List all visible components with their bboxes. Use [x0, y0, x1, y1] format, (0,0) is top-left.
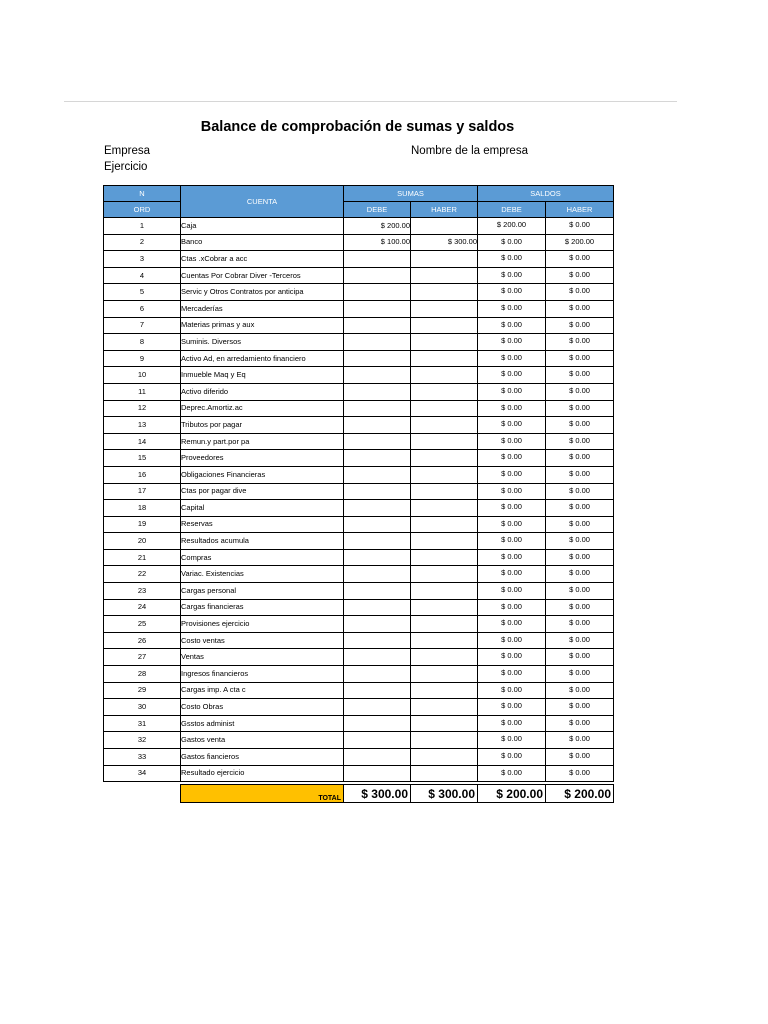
page-title: Balance de comprobación de sumas y saldos	[200, 119, 515, 135]
header-saldos-debe: DEBE	[478, 202, 546, 218]
row-sumas-haber	[411, 450, 478, 467]
row-sumas-debe	[344, 599, 411, 616]
row-ord: 20	[104, 533, 181, 550]
row-sumas-debe	[344, 334, 411, 351]
row-ord: 3	[104, 251, 181, 268]
row-sumas-debe: $ 100.00	[344, 234, 411, 251]
table-row	[104, 765, 614, 782]
table-row	[104, 367, 614, 384]
header-saldos: SALDOS	[478, 186, 614, 202]
row-ord: 5	[104, 284, 181, 301]
row-saldos-haber: $ 0.00	[546, 566, 614, 583]
row-saldos-debe: $ 0.00	[478, 483, 546, 500]
row-sumas-haber	[411, 367, 478, 384]
row-ord: 28	[104, 666, 181, 683]
row-ord: 23	[104, 583, 181, 600]
row-cuenta: Activo diferido	[181, 383, 344, 400]
row-sumas-debe	[344, 300, 411, 317]
row-saldos-haber: $ 0.00	[546, 616, 614, 633]
row-saldos-haber: $ 0.00	[546, 267, 614, 284]
row-saldos-haber: $ 0.00	[546, 500, 614, 517]
row-saldos-debe: $ 0.00	[478, 334, 546, 351]
row-saldos-debe: $ 0.00	[478, 383, 546, 400]
row-sumas-debe	[344, 699, 411, 716]
row-sumas-haber	[411, 649, 478, 666]
row-saldos-haber: $ 0.00	[546, 599, 614, 616]
table-row	[104, 218, 614, 235]
row-cuenta: Banco	[181, 234, 344, 251]
row-saldos-debe: $ 0.00	[478, 234, 546, 251]
row-ord: 14	[104, 433, 181, 450]
row-sumas-debe	[344, 383, 411, 400]
table-row	[104, 549, 614, 566]
row-cuenta: Costo ventas	[181, 632, 344, 649]
row-ord: 4	[104, 267, 181, 284]
row-saldos-haber: $ 0.00	[546, 300, 614, 317]
row-saldos-debe: $ 0.00	[478, 649, 546, 666]
row-sumas-haber	[411, 251, 478, 268]
row-ord: 15	[104, 450, 181, 467]
row-sumas-haber	[411, 616, 478, 633]
table-row	[104, 566, 614, 583]
row-sumas-debe	[344, 500, 411, 517]
table-row	[104, 483, 614, 500]
row-ord: 22	[104, 566, 181, 583]
row-cuenta: Obligaciones Financieras	[181, 466, 344, 483]
row-cuenta: Tributos por pagar	[181, 417, 344, 434]
totals-row	[181, 785, 614, 803]
row-cuenta: Activo Ad, en arredamiento financiero	[181, 350, 344, 367]
row-ord: 18	[104, 500, 181, 517]
row-saldos-debe: $ 0.00	[478, 616, 546, 633]
row-saldos-debe: $ 0.00	[478, 500, 546, 517]
table-row	[104, 334, 614, 351]
row-saldos-haber: $ 0.00	[546, 251, 614, 268]
row-sumas-haber	[411, 350, 478, 367]
row-sumas-debe	[344, 649, 411, 666]
table-row	[104, 516, 614, 533]
row-sumas-debe	[344, 749, 411, 766]
row-saldos-debe: $ 0.00	[478, 300, 546, 317]
row-sumas-haber	[411, 765, 478, 782]
row-sumas-haber	[411, 516, 478, 533]
table-row	[104, 400, 614, 417]
row-sumas-debe	[344, 433, 411, 450]
table-row	[104, 632, 614, 649]
header-sumas-haber: HABER	[411, 202, 478, 218]
row-sumas-haber	[411, 400, 478, 417]
row-saldos-debe: $ 0.00	[478, 284, 546, 301]
header-sumas: SUMAS	[344, 186, 478, 202]
table-row	[104, 732, 614, 749]
row-sumas-haber	[411, 433, 478, 450]
row-ord: 24	[104, 599, 181, 616]
row-sumas-debe	[344, 715, 411, 732]
header-sumas-debe: DEBE	[344, 202, 411, 218]
row-sumas-haber	[411, 334, 478, 351]
table-row	[104, 699, 614, 716]
row-sumas-haber	[411, 715, 478, 732]
table-row	[104, 251, 614, 268]
row-saldos-haber: $ 0.00	[546, 516, 614, 533]
row-ord: 32	[104, 732, 181, 749]
row-saldos-debe: $ 0.00	[478, 516, 546, 533]
row-sumas-haber	[411, 666, 478, 683]
row-sumas-debe	[344, 400, 411, 417]
row-sumas-debe	[344, 417, 411, 434]
row-sumas-haber	[411, 383, 478, 400]
total-saldos-haber: $ 200.00	[546, 785, 614, 803]
row-ord: 8	[104, 334, 181, 351]
row-cuenta: Proveedores	[181, 450, 344, 467]
row-sumas-haber	[411, 599, 478, 616]
row-ord: 17	[104, 483, 181, 500]
row-saldos-haber: $ 0.00	[546, 417, 614, 434]
row-cuenta: Inmueble Maq y Eq	[181, 367, 344, 384]
row-sumas-haber	[411, 749, 478, 766]
table-row	[104, 300, 614, 317]
row-cuenta: Servic y Otros Contratos por anticipa	[181, 284, 344, 301]
row-ord: 21	[104, 549, 181, 566]
table-row	[104, 649, 614, 666]
table-row	[104, 500, 614, 517]
row-saldos-haber: $ 0.00	[546, 466, 614, 483]
row-saldos-debe: $ 0.00	[478, 433, 546, 450]
row-sumas-haber	[411, 317, 478, 334]
row-cuenta: Gastos fiancieros	[181, 749, 344, 766]
row-saldos-haber: $ 0.00	[546, 732, 614, 749]
row-ord: 6	[104, 300, 181, 317]
row-cuenta: Gastos venta	[181, 732, 344, 749]
row-saldos-haber: $ 0.00	[546, 583, 614, 600]
row-ord: 27	[104, 649, 181, 666]
row-sumas-debe	[344, 350, 411, 367]
row-sumas-haber	[411, 267, 478, 284]
row-saldos-haber: $ 0.00	[546, 715, 614, 732]
totals-table	[180, 784, 614, 803]
row-saldos-debe: $ 0.00	[478, 732, 546, 749]
row-saldos-haber: $ 200.00	[546, 234, 614, 251]
row-sumas-debe	[344, 317, 411, 334]
row-saldos-haber: $ 0.00	[546, 334, 614, 351]
table-row	[104, 616, 614, 633]
row-ord: 12	[104, 400, 181, 417]
row-cuenta: Gsstos administ	[181, 715, 344, 732]
row-sumas-debe	[344, 450, 411, 467]
row-ord: 7	[104, 317, 181, 334]
row-ord: 1	[104, 218, 181, 235]
row-ord: 25	[104, 616, 181, 633]
row-sumas-debe	[344, 566, 411, 583]
row-cuenta: Resultado ejercicio	[181, 765, 344, 782]
row-saldos-haber: $ 0.00	[546, 765, 614, 782]
empresa-label: Empresa	[104, 145, 151, 157]
row-sumas-debe: $ 200.00	[344, 218, 411, 235]
row-cuenta: Cuentas Por Cobrar Diver -Terceros	[181, 267, 344, 284]
row-saldos-debe: $ 0.00	[478, 666, 546, 683]
row-cuenta: Capital	[181, 500, 344, 517]
row-cuenta: Caja	[181, 218, 344, 235]
row-cuenta: Variac. Existencias	[181, 566, 344, 583]
row-saldos-haber: $ 0.00	[546, 682, 614, 699]
row-cuenta: Deprec.Amortiz.ac	[181, 400, 344, 417]
table-row	[104, 533, 614, 550]
row-sumas-haber	[411, 699, 478, 716]
row-saldos-haber: $ 0.00	[546, 317, 614, 334]
row-saldos-haber: $ 0.00	[546, 666, 614, 683]
row-sumas-haber	[411, 466, 478, 483]
row-cuenta: Cargas personal	[181, 583, 344, 600]
row-ord: 26	[104, 632, 181, 649]
row-ord: 11	[104, 383, 181, 400]
row-saldos-debe: $ 0.00	[478, 583, 546, 600]
total-saldos-debe: $ 200.00	[478, 785, 546, 803]
row-cuenta: Costo Obras	[181, 699, 344, 716]
row-saldos-haber: $ 0.00	[546, 367, 614, 384]
row-sumas-debe	[344, 516, 411, 533]
row-saldos-debe: $ 0.00	[478, 466, 546, 483]
total-sumas-debe: $ 300.00	[344, 785, 411, 803]
header-ord: ORD	[104, 202, 181, 218]
row-sumas-debe	[344, 549, 411, 566]
table-row	[104, 666, 614, 683]
row-ord: 31	[104, 715, 181, 732]
row-sumas-haber	[411, 732, 478, 749]
row-cuenta: Ctas por pagar dive	[181, 483, 344, 500]
row-saldos-haber: $ 0.00	[546, 632, 614, 649]
row-saldos-debe: $ 0.00	[478, 682, 546, 699]
row-sumas-haber	[411, 682, 478, 699]
row-saldos-haber: $ 0.00	[546, 400, 614, 417]
row-sumas-debe	[344, 732, 411, 749]
table-row	[104, 383, 614, 400]
table-body	[104, 218, 614, 782]
row-saldos-haber: $ 0.00	[546, 533, 614, 550]
row-sumas-debe	[344, 533, 411, 550]
row-cuenta: Reservas	[181, 516, 344, 533]
row-cuenta: Cargas imp. A cta c	[181, 682, 344, 699]
row-saldos-debe: $ 0.00	[478, 699, 546, 716]
row-saldos-debe: $ 0.00	[478, 267, 546, 284]
table-row	[104, 350, 614, 367]
total-sumas-haber: $ 300.00	[411, 785, 478, 803]
table-row	[104, 267, 614, 284]
row-ord: 10	[104, 367, 181, 384]
row-sumas-haber	[411, 300, 478, 317]
row-ord: 9	[104, 350, 181, 367]
row-ord: 19	[104, 516, 181, 533]
header-saldos-haber: HABER	[546, 202, 614, 218]
row-sumas-haber	[411, 483, 478, 500]
row-ord: 16	[104, 466, 181, 483]
row-sumas-debe	[344, 267, 411, 284]
row-saldos-haber: $ 0.00	[546, 549, 614, 566]
header-n: N	[104, 186, 181, 202]
row-sumas-haber	[411, 632, 478, 649]
row-sumas-debe	[344, 616, 411, 633]
row-saldos-debe: $ 0.00	[478, 566, 546, 583]
row-saldos-debe: $ 0.00	[478, 599, 546, 616]
row-cuenta: Ingresos financieros	[181, 666, 344, 683]
row-sumas-haber	[411, 417, 478, 434]
row-cuenta: Remun.y part.por pa	[181, 433, 344, 450]
total-label: TOTAL	[181, 785, 344, 803]
row-saldos-debe: $ 0.00	[478, 417, 546, 434]
row-ord: 2	[104, 234, 181, 251]
row-saldos-haber: $ 0.00	[546, 749, 614, 766]
row-sumas-haber	[411, 549, 478, 566]
row-sumas-debe	[344, 666, 411, 683]
balance-table	[103, 185, 614, 782]
row-sumas-haber	[411, 284, 478, 301]
ejercicio-label: Ejercicio	[104, 161, 148, 173]
row-saldos-haber: $ 0.00	[546, 383, 614, 400]
table-row	[104, 599, 614, 616]
row-sumas-haber: $ 300.00	[411, 234, 478, 251]
row-sumas-debe	[344, 765, 411, 782]
row-sumas-haber	[411, 218, 478, 235]
table-row	[104, 682, 614, 699]
row-sumas-debe	[344, 483, 411, 500]
row-ord: 33	[104, 749, 181, 766]
row-saldos-debe: $ 0.00	[478, 632, 546, 649]
row-cuenta: Resultados acumula	[181, 533, 344, 550]
header-cuenta: CUENTA	[181, 186, 344, 218]
row-saldos-debe: $ 0.00	[478, 765, 546, 782]
row-ord: 29	[104, 682, 181, 699]
row-saldos-debe: $ 0.00	[478, 749, 546, 766]
row-saldos-haber: $ 0.00	[546, 433, 614, 450]
row-sumas-debe	[344, 682, 411, 699]
table-row	[104, 583, 614, 600]
row-saldos-haber: $ 0.00	[546, 284, 614, 301]
row-ord: 13	[104, 417, 181, 434]
row-sumas-haber	[411, 500, 478, 517]
row-saldos-haber: $ 0.00	[546, 699, 614, 716]
row-cuenta: Provisiones ejercicio	[181, 616, 344, 633]
table-row	[104, 466, 614, 483]
table-row	[104, 417, 614, 434]
row-saldos-debe: $ 200.00	[478, 218, 546, 235]
row-sumas-haber	[411, 533, 478, 550]
row-saldos-debe: $ 0.00	[478, 450, 546, 467]
row-saldos-haber: $ 0.00	[546, 350, 614, 367]
row-saldos-debe: $ 0.00	[478, 367, 546, 384]
table-row	[104, 284, 614, 301]
row-saldos-debe: $ 0.00	[478, 400, 546, 417]
row-sumas-debe	[344, 632, 411, 649]
row-saldos-debe: $ 0.00	[478, 715, 546, 732]
row-sumas-debe	[344, 251, 411, 268]
row-sumas-haber	[411, 583, 478, 600]
row-cuenta: Cargas financieras	[181, 599, 344, 616]
row-cuenta: Ventas	[181, 649, 344, 666]
row-cuenta: Mercaderías	[181, 300, 344, 317]
row-ord: 30	[104, 699, 181, 716]
row-sumas-debe	[344, 284, 411, 301]
row-saldos-debe: $ 0.00	[478, 533, 546, 550]
row-sumas-haber	[411, 566, 478, 583]
row-saldos-debe: $ 0.00	[478, 251, 546, 268]
row-sumas-debe	[344, 583, 411, 600]
row-cuenta: Materias primas y aux	[181, 317, 344, 334]
table-row	[104, 234, 614, 251]
row-saldos-debe: $ 0.00	[478, 350, 546, 367]
row-saldos-haber: $ 0.00	[546, 450, 614, 467]
row-sumas-debe	[344, 367, 411, 384]
row-cuenta: Compras	[181, 549, 344, 566]
table-row	[104, 749, 614, 766]
table-row	[104, 433, 614, 450]
row-cuenta: Suminis. Diversos	[181, 334, 344, 351]
row-saldos-haber: $ 0.00	[546, 649, 614, 666]
table-row	[104, 450, 614, 467]
company-name: Nombre de la empresa	[411, 145, 528, 157]
row-cuenta: Ctas .xCobrar a acc	[181, 251, 344, 268]
row-saldos-haber: $ 0.00	[546, 483, 614, 500]
row-saldos-debe: $ 0.00	[478, 549, 546, 566]
top-divider	[64, 101, 677, 102]
row-ord: 34	[104, 765, 181, 782]
table-row	[104, 317, 614, 334]
row-sumas-debe	[344, 466, 411, 483]
row-saldos-debe: $ 0.00	[478, 317, 546, 334]
table-row	[104, 715, 614, 732]
row-saldos-haber: $ 0.00	[546, 218, 614, 235]
